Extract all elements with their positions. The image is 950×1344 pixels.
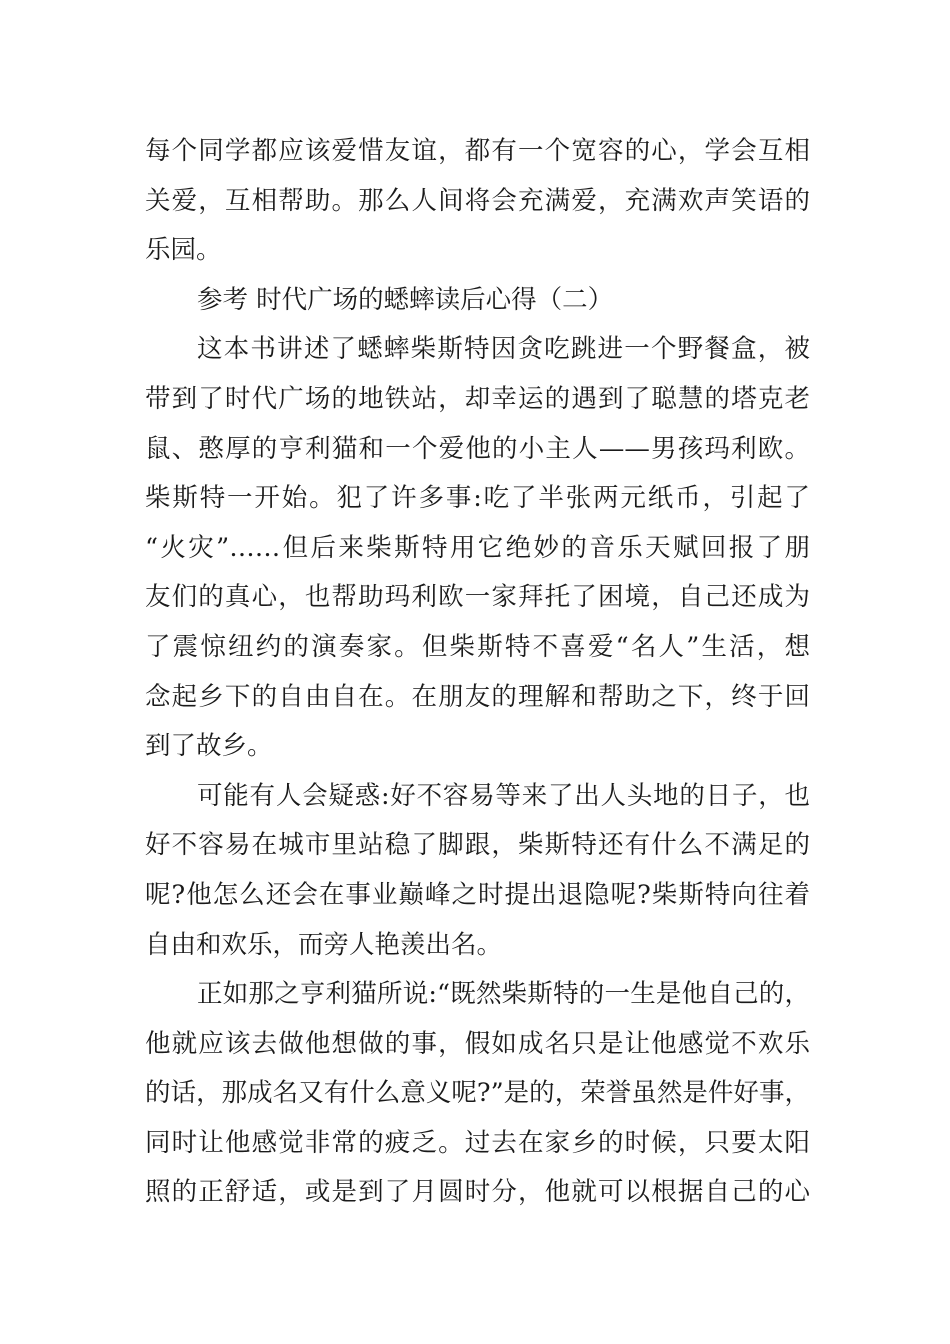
text-line: “火灾”……但后来柴斯特用它绝妙的音乐天赋回报了朋 bbox=[145, 532, 810, 563]
text-line: 他就应该去做他想做的事，假如成名只是让他感觉不欢乐 bbox=[145, 1028, 810, 1059]
text-line: 每个同学都应该爱惜友谊，都有一个宽容的心，学会互相 bbox=[145, 136, 810, 166]
text-line: 友们的真心，也帮助玛利欧一家拜托了困境，自己还成为 bbox=[145, 582, 810, 613]
text-line: 带到了时代广场的地铁站，却幸运的遇到了聪慧的塔克老 bbox=[145, 383, 810, 414]
text-line: 自由和欢乐，而旁人艳羡出名。 bbox=[145, 929, 503, 960]
text-line: 这本书讲述了蟋蟀柴斯特因贪吃跳进一个野餐盒，被 bbox=[197, 334, 810, 365]
text-line: 到了故乡。 bbox=[145, 731, 273, 762]
text-line: 了震惊纽约的演奏家。但柴斯特不喜爱“名人”生活，想 bbox=[145, 631, 810, 662]
text-line: 可能有人会疑惑:好不容易等来了出人头地的日子，也 bbox=[197, 780, 810, 811]
text-line: 关爱，互相帮助。那么人间将会充满爱，充满欢声笑语的 bbox=[145, 185, 810, 216]
text-line: 鼠、憨厚的亨利猫和一个爱他的小主人——男孩玛利欧。 bbox=[145, 433, 810, 464]
text-line: 参考 时代广场的蟋蟀读后心得（二） bbox=[197, 284, 614, 315]
text-line: 同时让他感觉非常的疲乏。过去在家乡的时候，只要太阳 bbox=[145, 1127, 810, 1158]
text-line: 好不容易在城市里站稳了脚跟，柴斯特还有什么不满足的 bbox=[145, 830, 810, 861]
text-line: 的话，那成名又有什么意义呢?”是的，荣誉虽然是件好事， bbox=[145, 1078, 810, 1109]
text-line: 柴斯特一开始。犯了许多事:吃了半张两元纸币，引起了 bbox=[145, 483, 810, 514]
text-line: 乐园。 bbox=[145, 235, 222, 266]
text-line: 正如那之亨利猫所说:“既然柴斯特的一生是他自己的， bbox=[197, 979, 810, 1010]
body-text bbox=[145, 127, 810, 1218]
text-line: 念起乡下的自由自在。在朋友的理解和帮助之下，终于回 bbox=[145, 681, 810, 712]
text-line: 呢?他怎么还会在事业巅峰之时提出退隐呢?柴斯特向往着 bbox=[145, 879, 810, 910]
text-line: 照的正舒适，或是到了月圆时分，他就可以根据自己的心 bbox=[145, 1177, 810, 1208]
